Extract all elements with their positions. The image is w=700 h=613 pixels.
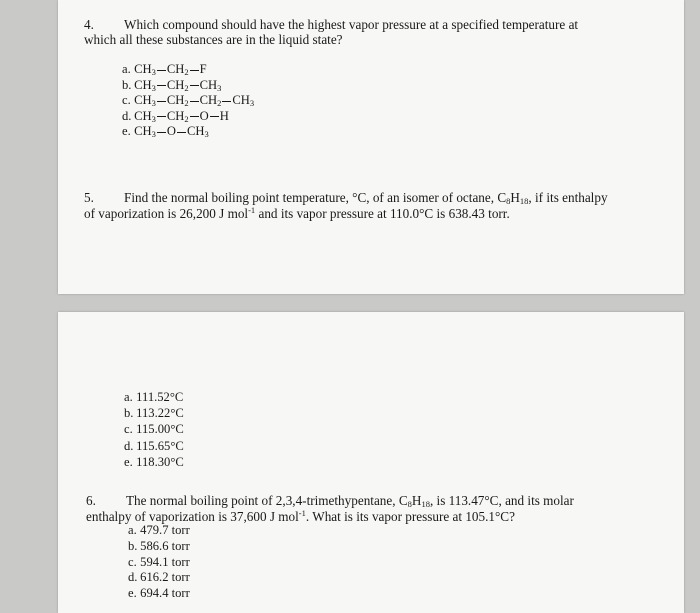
answer-option	[122, 93, 254, 109]
option-letter: a.	[124, 390, 133, 404]
formula-subscript: 8	[506, 196, 511, 206]
formula-h: H	[411, 493, 422, 508]
formula-group	[187, 124, 209, 138]
formula-group	[167, 93, 189, 107]
formula-group	[134, 93, 156, 107]
formula-group	[134, 109, 156, 123]
atom-symbol: CH	[134, 93, 152, 107]
question-5-text-2b: and its vapor pressure at 110.0°C is 638.43 torr.	[255, 206, 510, 221]
formula-group	[167, 109, 189, 123]
option-value: 113.22°C	[136, 406, 184, 421]
option-letter: b.	[124, 406, 134, 421]
atom-count: 2	[184, 98, 189, 108]
atom-count: 3	[204, 129, 209, 139]
option-letter: b.	[128, 538, 138, 553]
atom-symbol: CH	[199, 77, 218, 92]
question-4-line-1	[84, 17, 578, 33]
bond-line	[190, 116, 199, 117]
formula-group	[167, 78, 189, 92]
option-value: 694.4 torr	[140, 586, 190, 601]
option-value: 115.00°C	[136, 422, 184, 437]
superscript: -1	[298, 508, 306, 518]
formula-group: O	[166, 124, 177, 138]
bond-line	[222, 101, 231, 102]
option-value: 118.30°C	[136, 454, 184, 469]
atom-symbol: CH	[166, 77, 185, 92]
formula-group	[200, 93, 222, 107]
formula-group	[232, 93, 254, 107]
bond-line	[157, 85, 166, 86]
answer-option	[124, 455, 184, 471]
option-value: 115.65°C	[136, 438, 184, 453]
page-sheet-2	[58, 312, 684, 613]
question-5-text-1a: Find the normal boiling point temperature, °C, of an isomer of octane, C	[124, 190, 507, 205]
atom-symbol: CH	[232, 93, 250, 107]
atom-symbol: CH	[166, 62, 185, 76]
atom-count: 3	[217, 82, 222, 93]
formula-h: H	[510, 190, 520, 205]
answer-option	[128, 555, 190, 571]
formula-subscript: 18	[421, 499, 430, 509]
question-5-line-2	[84, 206, 510, 222]
question-5-line-1	[84, 190, 608, 206]
atom-count: 3	[249, 98, 255, 108]
formula-group	[134, 124, 156, 138]
formula-group: O	[199, 108, 209, 123]
bond-line	[190, 101, 199, 102]
option-letter: e.	[122, 124, 131, 138]
option-letter: c.	[128, 554, 137, 569]
question-4-line-2: which all these substances are in the liquid state?	[84, 32, 343, 47]
answer-option	[124, 439, 184, 455]
atom-symbol: CH	[166, 93, 185, 107]
bond-line	[177, 132, 186, 133]
option-letter: a.	[122, 62, 131, 76]
atom-count: 3	[151, 113, 156, 124]
formula-group	[134, 78, 156, 92]
formula-subscript: 18	[519, 196, 529, 206]
option-letter: a.	[128, 523, 137, 537]
bond-line	[190, 70, 199, 71]
page-sheet-1	[58, 0, 684, 294]
question-5-text-1b: , if its enthalpy	[528, 190, 608, 205]
bond-line	[157, 101, 166, 102]
option-letter: e.	[124, 454, 133, 469]
question-6-text-2b: . What is its vapor pressure at 105.1°C?	[305, 509, 515, 524]
atom-count: 3	[151, 67, 156, 77]
option-letter: d.	[122, 108, 132, 123]
option-letter: d.	[124, 438, 134, 453]
option-value: 586.6 torr	[140, 538, 190, 553]
formula-group: H	[219, 108, 229, 123]
atom-count: 3	[151, 98, 156, 108]
question-6-text-2a: enthalpy of vaporization is 37,600 J mol	[86, 509, 299, 524]
atom-symbol: CH	[134, 108, 152, 123]
option-value: 111.52°C	[136, 390, 184, 404]
option-letter: b.	[122, 77, 132, 92]
bond-line	[210, 116, 219, 117]
answer-option	[122, 62, 207, 78]
question-6-line-1	[86, 493, 574, 509]
option-value: 594.1 torr	[140, 554, 190, 569]
atom-count: 2	[184, 82, 189, 93]
answer-option	[128, 523, 190, 539]
answer-option	[124, 422, 184, 438]
atom-symbol: CH	[134, 124, 152, 138]
question-6-text-1a: The normal boiling point of 2,3,4-trimethypentane, C	[126, 493, 408, 508]
answer-option	[128, 539, 190, 555]
atom-count: 2	[184, 113, 189, 124]
formula-group	[200, 78, 222, 92]
question-4-text-1: Which compound should have the highest vapor pressure at a specified temperature at	[124, 17, 579, 32]
superscript: -1	[248, 205, 256, 215]
answer-option	[122, 78, 221, 94]
formula-subscript: 8	[407, 499, 412, 509]
formula-group	[167, 62, 189, 76]
bond-line	[157, 116, 166, 117]
atom-count: 2	[217, 98, 222, 108]
formula-group: F	[199, 62, 207, 76]
answer-option	[128, 586, 190, 602]
bond-line	[157, 70, 166, 71]
answer-option	[122, 124, 209, 140]
atom-symbol: CH	[199, 93, 218, 107]
answer-option	[122, 109, 229, 125]
answer-option	[124, 390, 183, 406]
option-letter: d.	[128, 570, 138, 585]
question-5-number: 5.	[84, 190, 94, 205]
atom-symbol: CH	[166, 108, 185, 123]
question-6-text-1b: , is 113.47°C, and its molar	[429, 493, 574, 508]
bond-line	[190, 85, 199, 86]
atom-count: 3	[151, 82, 156, 93]
atom-count: 3	[151, 129, 156, 139]
option-letter: c.	[124, 422, 133, 437]
formula-group	[134, 62, 156, 76]
option-value: 616.2 torr	[140, 570, 190, 585]
answer-option	[124, 406, 184, 422]
option-letter: c.	[122, 93, 131, 107]
question-4-number: 4.	[84, 17, 94, 32]
question-5-text-2a: of vaporization is 26,200 J mol	[84, 206, 249, 221]
atom-symbol: CH	[134, 77, 152, 92]
atom-count: 2	[184, 67, 189, 77]
question-6-number: 6.	[86, 493, 96, 508]
atom-symbol: CH	[187, 124, 205, 138]
answer-option	[128, 570, 190, 586]
atom-symbol: CH	[134, 62, 152, 76]
bond-line	[157, 132, 166, 133]
option-letter: e.	[128, 586, 137, 601]
option-value: 479.7 torr	[140, 523, 190, 537]
